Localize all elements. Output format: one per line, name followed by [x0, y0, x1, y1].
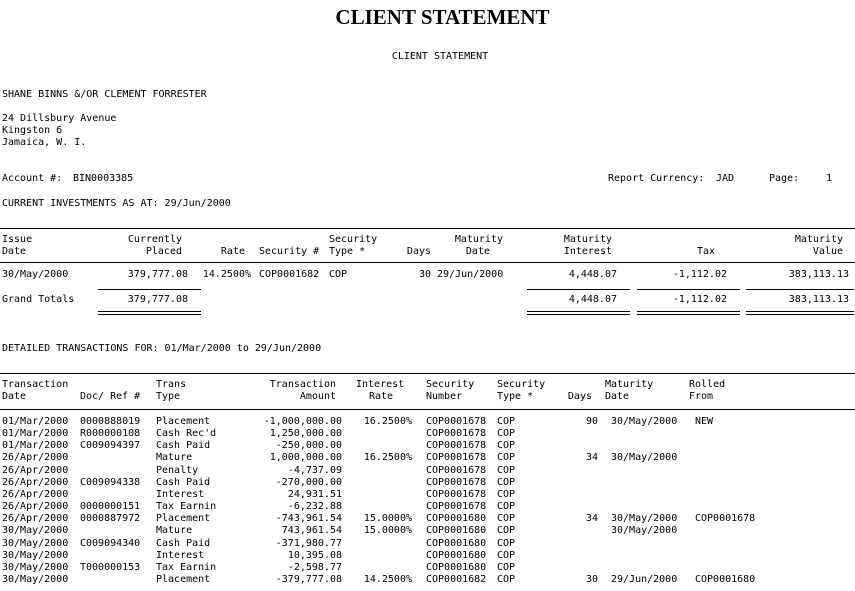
txn-days: 90: [585, 416, 598, 427]
txn-amount: -371,980.77: [275, 537, 342, 549]
client-address-line-3: Jamaica, W. I.: [2, 137, 87, 148]
txn-security-number: COP0001678: [426, 501, 487, 513]
row-maturity-date: 29/Jun/2000: [437, 269, 504, 280]
col-interest-line1: Maturity: [563, 234, 612, 245]
dcol-maturity-line2: Date: [605, 391, 630, 402]
col-placed-line1: Currently: [127, 234, 182, 245]
placed-total-double-rule: [98, 311, 201, 315]
col-issue-line1: Issue: [2, 234, 33, 245]
txn-date: 26/Apr/2000: [2, 476, 69, 488]
txn-rolled-from: NEW: [695, 416, 714, 427]
dcol-rate-line2: Rate: [369, 391, 394, 402]
col-maturity-date-line1: Maturity: [454, 234, 503, 245]
page-label: Page:: [769, 173, 800, 184]
txn-security-type: COP: [497, 428, 516, 440]
txn-security-type: COP: [497, 561, 516, 573]
txn-amount: -250,000.00: [275, 440, 342, 452]
txn-maturity-date: 30/May/2000: [611, 513, 678, 525]
txn-doc-ref: 0000888019: [80, 416, 141, 427]
row-value: 383,113.13: [788, 269, 849, 280]
txn-security-type: COP: [497, 452, 516, 464]
txn-security-number: COP0001678: [426, 416, 487, 427]
txn-security-number: COP0001678: [426, 428, 487, 440]
txn-amount: -2,598.77: [287, 561, 342, 573]
txn-days: 34: [585, 452, 598, 464]
total-interest: 4,448.07: [568, 294, 617, 305]
account-number: BIN0003385: [73, 173, 134, 184]
dcol-rate-line1: Interest: [356, 379, 405, 390]
total-value: 383,113.13: [788, 294, 849, 305]
txn-rolled-from: COP0001678: [695, 513, 756, 525]
client-address-line-1: 24 Dillsbury Avenue: [2, 113, 117, 124]
col-value-line2: Value: [812, 246, 843, 257]
client-address-line-2: Kingston 6: [2, 125, 63, 136]
txn-maturity-date: 30/May/2000: [611, 525, 678, 537]
txn-doc-ref: T000000153: [80, 561, 141, 573]
txn-date: 30/May/2000: [2, 537, 69, 549]
dcol-sec-type-line1: Security: [497, 379, 546, 390]
col-interest-line2: Interest: [563, 246, 612, 257]
txn-date: 30/May/2000: [2, 549, 69, 561]
value-total-double-rule: [746, 311, 854, 315]
txn-security-type: COP: [497, 525, 516, 537]
txn-doc-ref: R000000108: [80, 428, 141, 440]
txn-rolled-from: COP0001680: [695, 573, 756, 585]
txn-type: Placement: [156, 573, 211, 585]
col-placed-line2: Placed: [145, 246, 182, 257]
dcol-sec-number-line2: Number: [426, 391, 463, 402]
dcol-sec-type-line2: Type *: [497, 391, 534, 402]
dcol-date-line1: Transaction: [2, 379, 69, 390]
txn-type: Cash Rec'd: [156, 428, 217, 440]
txn-days: 34: [585, 513, 598, 525]
dcol-doc-line2: Doc/ Ref #: [80, 391, 141, 402]
txn-amount: 743,961.54: [281, 525, 342, 537]
txn-maturity-date: 30/May/2000: [611, 452, 678, 464]
txn-amount: 1,000,000.00: [269, 452, 342, 464]
txn-amount: -6,232.88: [287, 501, 342, 513]
txn-amount: 10,395.08: [287, 549, 342, 561]
txn-maturity-date: 29/Jun/2000: [611, 573, 678, 585]
dcol-amount-line2: Amount: [299, 391, 336, 402]
col-days: Days: [406, 246, 431, 257]
txn-security-type: COP: [497, 501, 516, 513]
txn-security-number: COP0001678: [426, 452, 487, 464]
row-security-type: COP: [329, 269, 348, 280]
row-tax: -1,112.02: [672, 269, 727, 280]
txn-amount: -270,000.00: [275, 476, 342, 488]
txn-doc-ref: 0000000151: [80, 501, 141, 513]
txn-date: 26/Apr/2000: [2, 464, 69, 476]
page-number: 1: [826, 173, 833, 184]
txn-type: Mature: [156, 452, 193, 464]
col-issue-line2: Date: [2, 246, 27, 257]
txn-type: Cash Paid: [156, 476, 211, 488]
total-placed: 379,777.08: [127, 294, 188, 305]
txn-rate: 15.0000%: [363, 525, 412, 537]
txn-security-number: COP0001678: [426, 488, 487, 500]
txn-security-type: COP: [497, 440, 516, 452]
account-label: Account #:: [2, 173, 63, 184]
dcol-trans-type-line2: Type: [156, 391, 181, 402]
txn-amount: 24,931.51: [287, 488, 342, 500]
txn-security-number: COP0001680: [426, 561, 487, 573]
txn-security-type: COP: [497, 573, 516, 585]
txn-rate: 15.0000%: [363, 513, 412, 525]
page-subtitle: CLIENT STATEMENT: [391, 51, 489, 62]
current-header-top-rule: [0, 228, 855, 229]
txn-doc-ref: 0000887972: [80, 513, 141, 525]
row-days: 30: [418, 269, 431, 280]
txn-security-number: COP0001680: [426, 537, 487, 549]
current-header-bottom-rule: [0, 262, 855, 263]
client-name: SHANE BINNS &/OR CLEMENT FORRESTER: [2, 89, 207, 100]
current-investments-heading: CURRENT INVESTMENTS AS AT: 29/Jun/2000: [2, 198, 231, 209]
dcol-maturity-line1: Maturity: [605, 379, 654, 390]
txn-security-type: COP: [497, 488, 516, 500]
txn-security-number: COP0001680: [426, 549, 487, 561]
txn-date: 26/Apr/2000: [2, 501, 69, 513]
interest-total-double-rule: [527, 311, 630, 315]
dcol-sec-number-line1: Security: [426, 379, 475, 390]
txn-amount: -743,961.54: [275, 513, 342, 525]
txn-type: Cash Paid: [156, 537, 211, 549]
txn-date: 26/Apr/2000: [2, 452, 69, 464]
txn-amount: -379,777.08: [275, 573, 342, 585]
col-security-type-line2: Type *: [329, 246, 366, 257]
txn-rate: 16.2500%: [363, 452, 412, 464]
dcol-date-line2: Date: [2, 391, 27, 402]
txn-security-type: COP: [497, 476, 516, 488]
txn-security-number: COP0001680: [426, 525, 487, 537]
interest-subtotal-rule: [527, 289, 630, 290]
col-tax: Tax: [696, 246, 715, 257]
txn-date: 30/May/2000: [2, 573, 69, 585]
txn-days: 30: [585, 573, 598, 585]
grand-totals-label: Grand Totals: [2, 294, 75, 305]
txn-amount: -4,737.09: [287, 464, 342, 476]
txn-type: Interest: [156, 549, 205, 561]
col-rate: Rate: [220, 246, 245, 257]
txn-security-number: COP0001678: [426, 440, 487, 452]
dcol-days-line2: Days: [567, 391, 592, 402]
dcol-trans-type-line1: Trans: [156, 379, 187, 390]
dcol-rolled-line2: From: [689, 391, 714, 402]
detailed-transactions-heading: DETAILED TRANSACTIONS FOR: 01/Mar/2000 to 29/Jun/2000: [2, 343, 322, 354]
txn-date: 30/May/2000: [2, 525, 69, 537]
txn-type: Placement: [156, 416, 211, 427]
txn-security-number: COP0001678: [426, 476, 487, 488]
col-security-number: Security #: [259, 246, 320, 257]
detail-header-bottom-rule: [0, 409, 855, 410]
txn-amount: -1,000,000.00: [263, 416, 342, 427]
row-placed: 379,777.08: [127, 269, 188, 280]
txn-security-type: COP: [497, 513, 516, 525]
txn-type: Mature: [156, 525, 193, 537]
txn-type: Placement: [156, 513, 211, 525]
txn-doc-ref: C009094340: [80, 537, 141, 549]
txn-security-type: COP: [497, 464, 516, 476]
txn-maturity-date: 30/May/2000: [611, 416, 678, 427]
txn-type: Tax Earnin: [156, 561, 217, 573]
txn-rate: 14.2500%: [363, 573, 412, 585]
row-interest: 4,448.07: [568, 269, 617, 280]
txn-date: 26/Apr/2000: [2, 488, 69, 500]
col-security-type-line1: Security: [329, 234, 378, 245]
txn-type: Penalty: [156, 464, 199, 476]
row-security-number: COP0001682: [259, 269, 320, 280]
txn-rate: 16.2500%: [363, 416, 412, 427]
txn-security-number: COP0001680: [426, 513, 487, 525]
txn-date: 01/Mar/2000: [2, 440, 69, 452]
col-value-line1: Maturity: [794, 234, 843, 245]
txn-security-type: COP: [497, 549, 516, 561]
report-currency-label: Report Currency:: [608, 173, 705, 184]
txn-date: 01/Mar/2000: [2, 428, 69, 440]
tax-subtotal-rule: [637, 289, 740, 290]
txn-security-type: COP: [497, 416, 516, 427]
txn-amount: 1,250,000.00: [269, 428, 342, 440]
txn-type: Cash Paid: [156, 440, 211, 452]
page-title: CLIENT STATEMENT: [335, 5, 550, 29]
txn-security-type: COP: [497, 537, 516, 549]
col-maturity-date-line2: Date: [465, 246, 490, 257]
txn-type: Interest: [156, 488, 205, 500]
dcol-rolled-line1: Rolled: [689, 379, 726, 390]
placed-subtotal-rule: [98, 289, 201, 290]
txn-security-number: COP0001678: [426, 464, 487, 476]
report-currency: JAD: [716, 173, 735, 184]
tax-total-double-rule: [637, 311, 740, 315]
txn-type: Tax Earnin: [156, 501, 217, 513]
txn-doc-ref: C009094397: [80, 440, 141, 452]
txn-date: 30/May/2000: [2, 561, 69, 573]
row-issue-date: 30/May/2000: [2, 269, 69, 280]
txn-date: 01/Mar/2000: [2, 416, 69, 427]
detail-header-top-rule: [0, 373, 855, 374]
txn-security-number: COP0001682: [426, 573, 487, 585]
dcol-amount-line1: Transaction: [269, 379, 336, 390]
txn-doc-ref: C009094338: [80, 476, 141, 488]
total-tax: -1,112.02: [672, 294, 727, 305]
value-subtotal-rule: [746, 289, 854, 290]
row-rate: 14.2500%: [202, 269, 251, 280]
txn-date: 26/Apr/2000: [2, 513, 69, 525]
